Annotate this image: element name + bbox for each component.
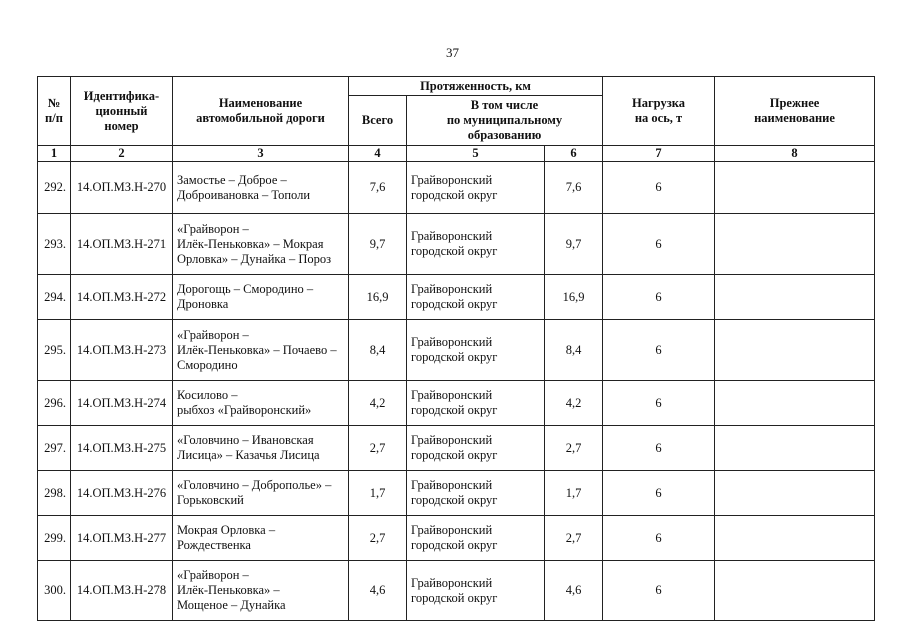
row-number: 294. bbox=[38, 275, 71, 320]
road-id: 14.ОП.МЗ.Н-270 bbox=[71, 162, 173, 214]
table-row bbox=[38, 275, 875, 320]
header-municipal: В том числе по муниципальному образованию bbox=[407, 96, 603, 146]
former-name bbox=[715, 162, 875, 214]
header-row-top bbox=[38, 77, 875, 96]
table-row bbox=[38, 561, 875, 621]
road-id: 14.ОП.МЗ.Н-271 bbox=[71, 214, 173, 275]
axle-load: 6 bbox=[603, 516, 715, 561]
district-name: Грайворонский городской округ bbox=[407, 381, 545, 426]
column-number: 3 bbox=[173, 146, 349, 162]
header-length-group: Протяженность, км bbox=[349, 77, 603, 96]
column-number: 8 bbox=[715, 146, 875, 162]
column-number: 4 bbox=[349, 146, 407, 162]
page-number: 37 bbox=[446, 45, 459, 60]
road-name: «Грайворон – Илёк-Пеньковка» – Мощеное – Дунайка bbox=[173, 561, 349, 621]
district-name: Грайворонский городской округ bbox=[407, 561, 545, 621]
district-name: Грайворонский городской округ bbox=[407, 320, 545, 381]
former-name bbox=[715, 275, 875, 320]
length-total: 8,4 bbox=[349, 320, 407, 381]
length-total: 4,2 bbox=[349, 381, 407, 426]
table-row bbox=[38, 381, 875, 426]
row-number: 298. bbox=[38, 471, 71, 516]
district-name: Грайворонский городской округ bbox=[407, 471, 545, 516]
table-row bbox=[38, 320, 875, 381]
column-number: 5 bbox=[407, 146, 545, 162]
road-name: «Головчино – Доброполье» – Горьковский bbox=[173, 471, 349, 516]
road-name: Замостье – Доброе – Доброивановка – Тополи bbox=[173, 162, 349, 214]
table-row bbox=[38, 162, 875, 214]
road-name: «Грайворон – Илёк-Пеньковка» – Мокрая Орловка» – Дунайка – Пороз bbox=[173, 214, 349, 275]
row-number: 293. bbox=[38, 214, 71, 275]
axle-load: 6 bbox=[603, 275, 715, 320]
road-name: «Грайворон – Илёк-Пеньковка» – Почаево – Смородино bbox=[173, 320, 349, 381]
road-id: 14.ОП.МЗ.Н-272 bbox=[71, 275, 173, 320]
header-id: Идентифика- ционный номер bbox=[71, 77, 173, 146]
column-number: 7 bbox=[603, 146, 715, 162]
axle-load: 6 bbox=[603, 162, 715, 214]
former-name bbox=[715, 561, 875, 621]
district-length: 1,7 bbox=[545, 471, 603, 516]
axle-load: 6 bbox=[603, 426, 715, 471]
district-length: 8,4 bbox=[545, 320, 603, 381]
column-number-row bbox=[38, 146, 875, 162]
former-name bbox=[715, 471, 875, 516]
road-id: 14.ОП.МЗ.Н-273 bbox=[71, 320, 173, 381]
column-number: 1 bbox=[38, 146, 71, 162]
former-name bbox=[715, 516, 875, 561]
district-length: 4,6 bbox=[545, 561, 603, 621]
length-total: 2,7 bbox=[349, 426, 407, 471]
row-number: 295. bbox=[38, 320, 71, 381]
length-total: 16,9 bbox=[349, 275, 407, 320]
axle-load: 6 bbox=[603, 561, 715, 621]
table-row bbox=[38, 214, 875, 275]
former-name bbox=[715, 426, 875, 471]
length-total: 7,6 bbox=[349, 162, 407, 214]
road-id: 14.ОП.МЗ.Н-274 bbox=[71, 381, 173, 426]
road-name: Дорогощь – Смородино – Дроновка bbox=[173, 275, 349, 320]
length-total: 4,6 bbox=[349, 561, 407, 621]
axle-load: 6 bbox=[603, 320, 715, 381]
road-id: 14.ОП.МЗ.Н-278 bbox=[71, 561, 173, 621]
district-name: Грайворонский городской округ bbox=[407, 162, 545, 214]
column-number: 6 bbox=[545, 146, 603, 162]
row-number: 299. bbox=[38, 516, 71, 561]
district-name: Грайворонский городской округ bbox=[407, 275, 545, 320]
header-load: Нагрузка на ось, т bbox=[603, 77, 715, 146]
row-number: 297. bbox=[38, 426, 71, 471]
roads-table bbox=[37, 76, 875, 621]
axle-load: 6 bbox=[603, 214, 715, 275]
header-former: Прежнее наименование bbox=[715, 77, 875, 146]
district-name: Грайворонский городской округ bbox=[407, 426, 545, 471]
axle-load: 6 bbox=[603, 381, 715, 426]
length-total: 2,7 bbox=[349, 516, 407, 561]
length-total: 9,7 bbox=[349, 214, 407, 275]
header-num: № п/п bbox=[38, 77, 71, 146]
district-name: Грайворонский городской округ bbox=[407, 516, 545, 561]
header-name: Наименование автомобильной дороги bbox=[173, 77, 349, 146]
road-name: «Головчино – Ивановская Лисица» – Казачья Лисица bbox=[173, 426, 349, 471]
district-name: Грайворонский городской округ bbox=[407, 214, 545, 275]
row-number: 292. bbox=[38, 162, 71, 214]
former-name bbox=[715, 320, 875, 381]
district-length: 4,2 bbox=[545, 381, 603, 426]
district-length: 9,7 bbox=[545, 214, 603, 275]
district-length: 2,7 bbox=[545, 426, 603, 471]
table-body bbox=[38, 162, 875, 621]
row-number: 300. bbox=[38, 561, 71, 621]
table-row bbox=[38, 426, 875, 471]
column-number: 2 bbox=[71, 146, 173, 162]
row-number: 296. bbox=[38, 381, 71, 426]
table-row bbox=[38, 516, 875, 561]
former-name bbox=[715, 214, 875, 275]
district-length: 7,6 bbox=[545, 162, 603, 214]
road-name: Косилово – рыбхоз «Грайворонский» bbox=[173, 381, 349, 426]
road-id: 14.ОП.МЗ.Н-277 bbox=[71, 516, 173, 561]
length-total: 1,7 bbox=[349, 471, 407, 516]
header-total: Всего bbox=[349, 96, 407, 146]
table-row bbox=[38, 471, 875, 516]
axle-load: 6 bbox=[603, 471, 715, 516]
district-length: 16,9 bbox=[545, 275, 603, 320]
district-length: 2,7 bbox=[545, 516, 603, 561]
road-id: 14.ОП.МЗ.Н-276 bbox=[71, 471, 173, 516]
road-name: Мокрая Орловка – Рождественка bbox=[173, 516, 349, 561]
road-id: 14.ОП.МЗ.Н-275 bbox=[71, 426, 173, 471]
former-name bbox=[715, 381, 875, 426]
